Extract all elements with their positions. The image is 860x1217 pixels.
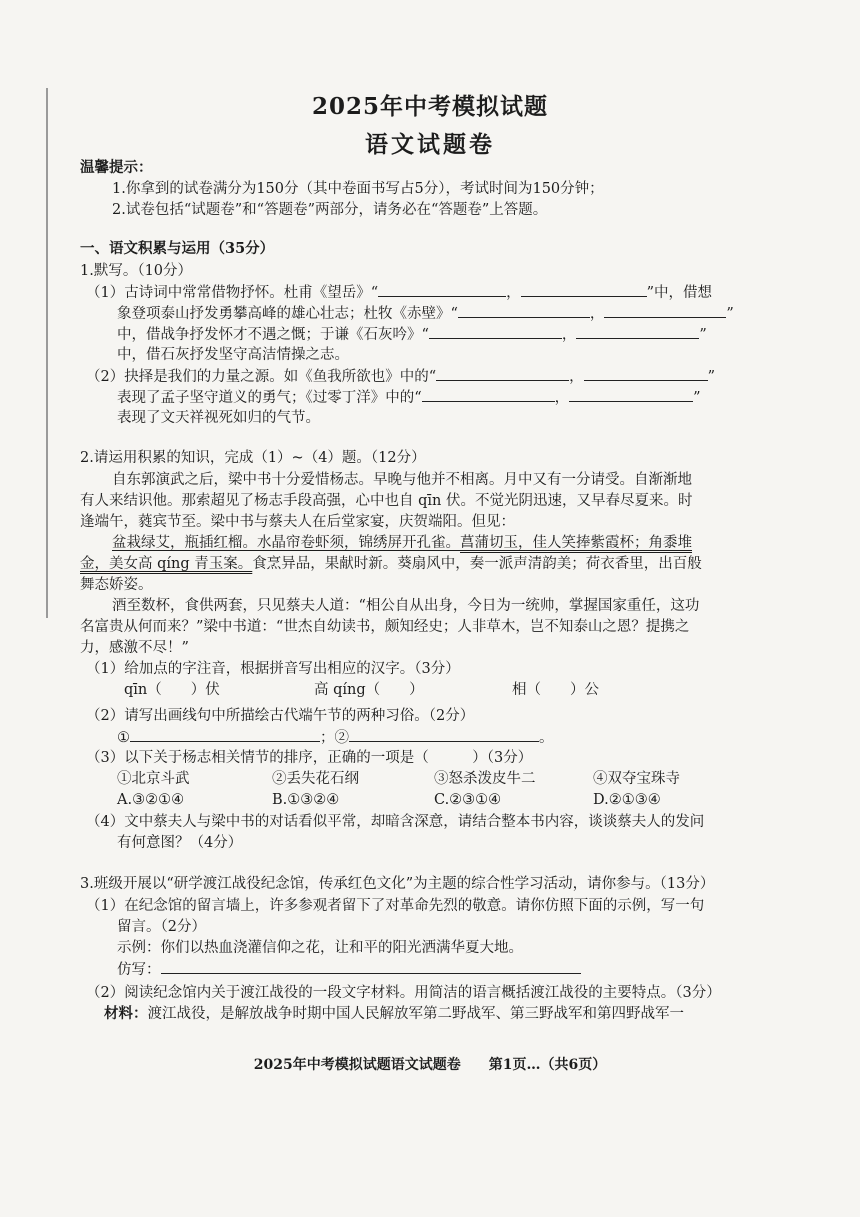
passage-line: 自东郭演武之后，梁中书十分爱惜杨志。早晚与他并不相离。月中又有一分请受。自渐渐地 (112, 472, 692, 488)
q2-sub1: （1）给加点的字注音，根据拼音写出相应的汉字。（3分） (86, 661, 460, 677)
pinyin-item-2: 高 qíng（ ） (314, 682, 424, 698)
option-1: ①北京斗武 (117, 771, 190, 787)
section-heading: 一、语文积累与运用（35分） (80, 240, 275, 257)
q2-heading: 2.请运用积累的知识，完成（1）~（4）题。（12分） (80, 450, 426, 466)
q2-sub2: （2）请写出画线句中所描绘古代端午节的两种习俗。（2分） (86, 708, 475, 724)
answer-blank[interactable] (130, 727, 320, 742)
page-footer: 2025年中考模拟试题语文试题卷 第1页…（共6页） (253, 1057, 607, 1073)
passage-line: 逢端午，蕤宾节至。梁中书与蔡夫人在后堂家宴，庆贺端阳。但见： (80, 514, 515, 530)
option-4: ④双夺宝珠寺 (593, 771, 680, 787)
answer-blank[interactable] (429, 324, 562, 339)
answer-blank[interactable] (378, 282, 506, 297)
choice-d[interactable]: D.②①③④ (593, 792, 661, 808)
answer-blank[interactable] (576, 324, 699, 339)
q1-heading: 1.默写。（10分） (80, 263, 193, 279)
passage-line: 有人来结识他。那索超见了杨志手段高强，心中也自 qīn 伏。不觉光阴迅速，又早春尽夏来。时 (80, 493, 693, 509)
option-2: ②丢失花石纲 (272, 771, 359, 787)
answer-blank[interactable] (569, 387, 693, 402)
passage-line: 舞态娇姿。 (80, 577, 153, 593)
notice-item-2: 2.试卷包括“试题卷”和“答题卷”两部分，请务必在“答题卷”上答题。 (112, 202, 548, 218)
q1-part1-line4: 中，借石灰抒发坚守高洁情操之志。 (117, 347, 349, 363)
passage-line: 名富贵从何而来？”梁中书道：“世杰自幼读书，颇知经史；人非草木，岂不知泰山之恩？提携之 (80, 619, 690, 635)
option-3: ③怒杀泼皮牛二 (434, 771, 536, 787)
q1-part2-line1: （2）抉择是我们的力量之源。如《鱼我所欲也》中的“ ， ” (86, 366, 715, 387)
q3-example: 示例：你们以热血浇灌信仰之花，让和平的阳光洒满华夏大地。 (117, 940, 523, 956)
q1-part1-line3: 中，借战争抒发怀才不遇之慨；于谦《石灰吟》“ ， ” (117, 324, 707, 345)
q3-sub2: （2）阅读纪念馆内关于渡江战役的一段文字材料。用简洁的语言概括渡江战役的主要特点。（3分） (86, 985, 721, 1001)
q1-part1-line1: （1）古诗词中常常借物抒怀。杜甫《望岳》“ ， ”中，借想 (86, 282, 712, 303)
passage-line: 力，感激不尽！” (80, 640, 189, 656)
margin-line (46, 88, 48, 618)
q1-part1-line2: 象登项泰山抒发勇攀高峰的雄心壮志；杜牧《赤壁》“ ， ” (117, 303, 734, 324)
q3-sub1-line2: 留言。（2分） (117, 919, 206, 935)
answer-blank[interactable] (604, 303, 726, 318)
answer-blank[interactable] (436, 366, 569, 381)
q1-part2-line3: 表现了文天祥视死如归的气节。 (117, 410, 320, 426)
q2-sub3: （3）以下关于杨志相关情节的排序，正确的一项是（ ）（3分） (86, 750, 533, 766)
passage-line: 酒至数杯，食供两套，只见蔡夫人道：“相公自从出身，今日为一统帅，掌握国家重任，这功 (112, 598, 700, 614)
choice-a[interactable]: A.③②①④ (117, 792, 185, 808)
q3-heading: 3.班级开展以“研学渡江战役纪念馆，传承红色文化”为主题的综合性学习活动，请你参与。（13分） (80, 876, 715, 892)
answer-blank[interactable] (422, 387, 555, 402)
notice-heading: 温馨提示： (80, 159, 153, 176)
exam-subtitle: 语文试题卷 (365, 131, 495, 158)
choice-c[interactable]: C.②③①④ (434, 792, 502, 808)
answer-blank[interactable] (349, 727, 539, 742)
notice-item-1: 1.你拿到的试卷满分为150分（其中卷面书写占5分），考试时间为150分钟； (112, 181, 604, 197)
choice-b[interactable]: B.①③②④ (272, 792, 340, 808)
answer-blank[interactable] (584, 366, 708, 381)
passage-underlined-line: 金，美女高 qíng 青玉案。食烹异品，果献时新。葵扇风中，奏一派声清韵美；荷衣香里，出百般 (80, 556, 702, 572)
q3-material: 材料：渡江战役，是解放战争时期中国人民解放军第二野战军、第三野战军和第四野战军一 (104, 1005, 684, 1022)
answer-blank[interactable] (161, 959, 581, 974)
q2-sub2-answer: ① ；② 。 (117, 727, 554, 748)
answer-blank[interactable] (521, 282, 647, 297)
q1-part2-line2: 表现了孟子坚守道义的勇气；《过零丁洋》中的“ ， ” (117, 387, 701, 408)
pinyin-item-3: 相（ ）公 (512, 682, 599, 698)
answer-blank[interactable] (458, 303, 590, 318)
q3-imitate: 仿写： (117, 959, 581, 980)
exam-title: 2025年中考模拟试题 (311, 93, 548, 120)
q3-sub1-line1: （1）在纪念馆的留言墙上，许多参观者留下了对革命先烈的敬意。请你仿照下面的示例，写一句 (86, 898, 705, 914)
q2-sub4-line2: 有何意图？（4分） (117, 835, 243, 851)
passage-underlined-line: 盆栽绿艾，瓶插红榴。水晶帘卷虾须，锦绣屏开孔雀。菖蒲切玉，佳人笑捧紫霞杯；角黍堆 (112, 535, 692, 551)
q2-sub4-line1: （4）文中蔡夫人与梁中书的对话看似平常，却暗含深意，请结合整本书内容，谈谈蔡夫人的发问 (86, 814, 705, 830)
pinyin-item-1: qīn（ ）伏 (124, 682, 220, 698)
